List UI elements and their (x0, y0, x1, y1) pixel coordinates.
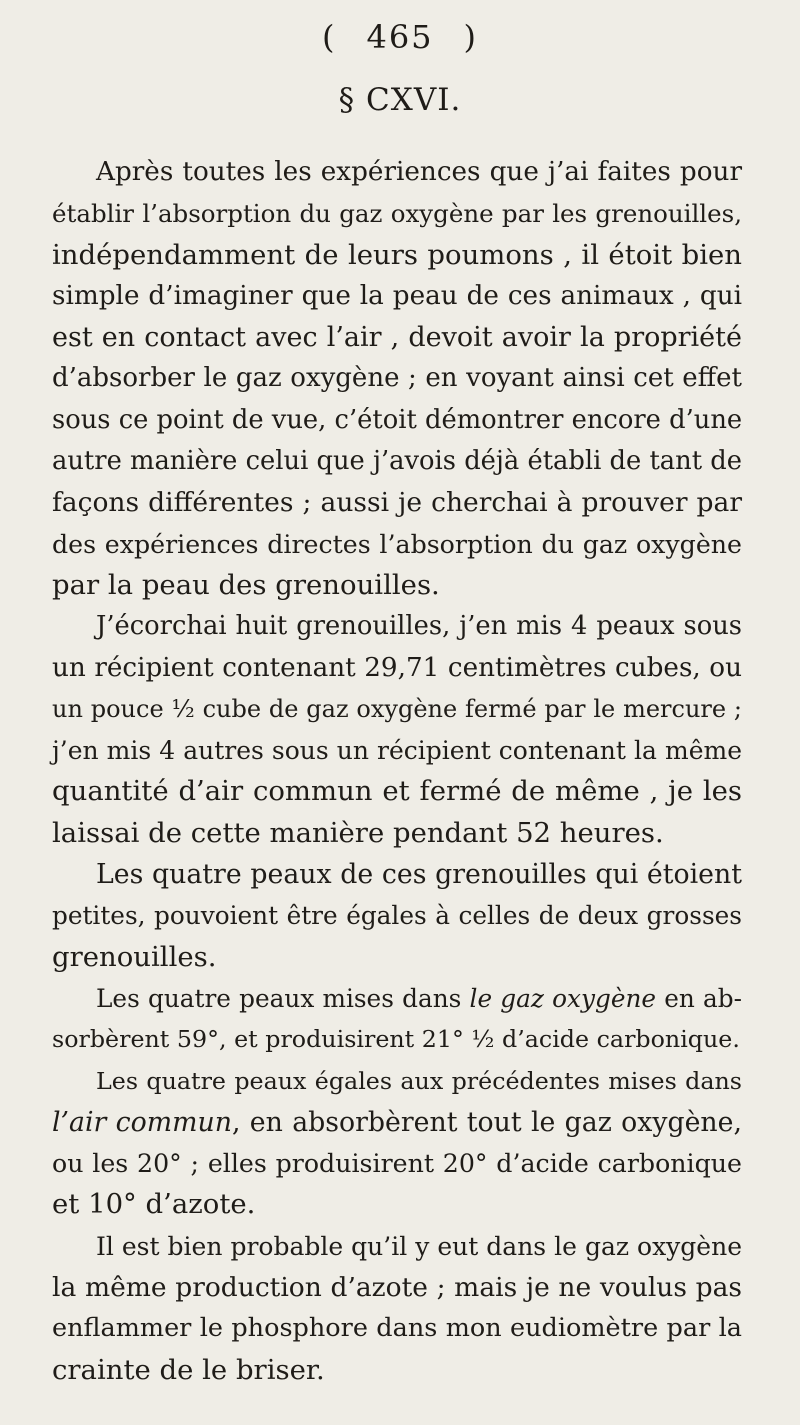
section-title: § CXVI. (338, 82, 462, 118)
text-line: sorbèrent 59°, et produisirent 21° ½ d’acide carbonique. (52, 1025, 740, 1054)
text-line: quantité d’air commun et fermé de même , je les (52, 775, 742, 808)
text-line: enflammer le phosphore dans mon eudiomètre par la (52, 1313, 742, 1344)
text-line: un pouce ½ cube de gaz oxygène fermé par le mercure ; (52, 694, 742, 723)
italic-phrase: l’air commun (52, 1106, 232, 1138)
text-line: simple d’imaginer que la peau de ces animaux , qui (52, 280, 742, 311)
page-number-close-paren: ) (463, 18, 479, 56)
text-line: sous ce point de vue, c’étoit démontrer encore d’une (52, 404, 743, 435)
body-text (52, 152, 742, 1391)
text-line (52, 1102, 742, 1143)
text-line: d’absorber le gaz oxygène ; en voyant ainsi cet effet (52, 363, 742, 394)
text-line: et 10° d’azote. (52, 1188, 256, 1221)
text-line: établir l’absorption du gaz oxygène par les grenouilles, (52, 199, 742, 229)
text-line: un récipient contenant 29,71 centimètres cubes, ou (52, 652, 742, 683)
text-line: Les quatre peaux de ces grenouilles qui étoient (96, 859, 742, 891)
text-line: Les quatre peaux égales aux précédentes mises dans (96, 1066, 742, 1095)
text-segment: , en absorbèrent tout le gaz oxygène, (231, 1106, 742, 1138)
text-line: façons différentes ; aussi je cherchai à prouver par (52, 487, 742, 519)
text-line: indépendamment de leurs poumons , il étoit bien (52, 238, 742, 271)
page-number-open-paren: ( (321, 18, 337, 56)
text-line: grenouilles. (52, 940, 217, 973)
text-line: J’écorchai huit grenouilles, j’en mis 4 peaux sous (96, 611, 742, 642)
text-segment: Les quatre peaux mises dans (96, 983, 470, 1013)
text-line: ou les 20° ; elles produisirent 20° d’acide carbonique (52, 1149, 742, 1179)
text-line: est en contact avec l’air , devoit avoir la propriété (52, 322, 742, 354)
italic-phrase: le gaz oxygène (469, 983, 657, 1013)
text-line: autre manière celui que j’avois déjà établi de tant de (52, 446, 742, 477)
text-line: Il est bien probable qu’il y eut dans le gaz oxygène (96, 1231, 742, 1261)
text-line: par la peau des grenouilles. (52, 568, 440, 601)
text-line: des expériences directes l’absorption du gaz oxygène (52, 529, 742, 559)
text-segment: en ab- (656, 983, 742, 1013)
page-header (0, 18, 800, 56)
text-line: petites, pouvoient être égales à celles de deux grosses (52, 901, 742, 931)
text-line: Après toutes les expériences que j’ai faites pour (96, 157, 742, 187)
text-line (52, 978, 742, 1019)
text-line: laissai de cette manière pendant 52 heures. (52, 816, 664, 849)
text-line: j’en mis 4 autres sous un récipient contenant la même (52, 736, 742, 766)
text-line: la même production d’azote ; mais je ne voulus pas (52, 1272, 742, 1304)
text-line: crainte de le briser. (52, 1353, 325, 1386)
page-number: 465 (366, 18, 434, 56)
